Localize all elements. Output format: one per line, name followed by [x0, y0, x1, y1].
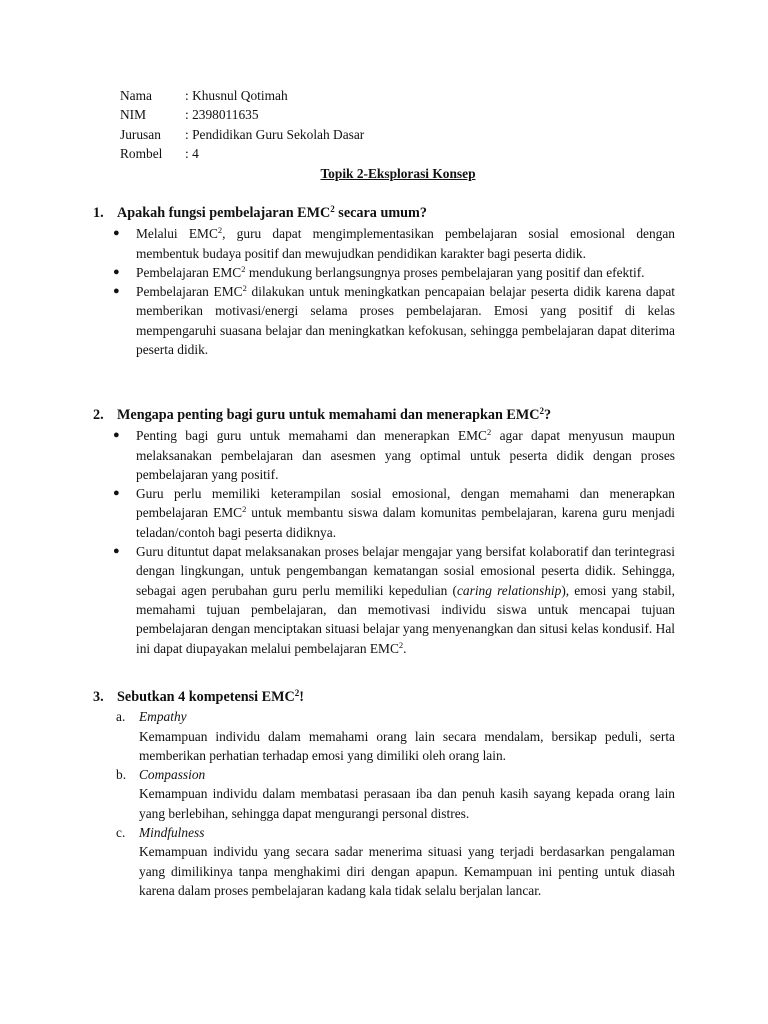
info-label: Rombel [120, 145, 163, 161]
info-row-nama [120, 86, 364, 105]
info-label: NIM [120, 107, 147, 123]
question-text [117, 204, 427, 223]
page-title: Topik 2-Eksplorasi Konsep [320, 166, 476, 181]
info-row-rombel [120, 144, 364, 163]
question-heading [93, 406, 675, 425]
question-2 [93, 406, 675, 658]
info-value: : 2398011635 [185, 107, 259, 123]
superscript: 2 [330, 204, 335, 214]
question-text-a: Apakah fungsi pembelajaran EMC [117, 205, 331, 221]
info-row-nim [120, 105, 364, 124]
competency-item [116, 707, 675, 726]
competency-item [116, 823, 675, 842]
question-text-b: secara umum? [334, 205, 427, 221]
bullet-item [113, 542, 675, 658]
question-number: 1. [93, 205, 104, 221]
competency-name: Mindfulness [139, 825, 205, 841]
info-value: : 4 [185, 145, 199, 161]
bullet-text: Pembelajaran EMC$^2$ mendukung berlangsungnya proses pembelajaran yang positif dan efektif. [136, 263, 645, 280]
competency-description: Kemampuan individu yang secara sadar menerima situasi yang terjadi berdasarkan pengalaman yang dimilikinya tanpa menghakimi diri dengan apapun. Kemampuan ini penting untuk diasah karena dalam proses pembelajaran kadang kala tidak selalu berjalan lancar. [139, 844, 675, 898]
info-value: : Pendidikan Guru Sekolah Dasar [185, 126, 365, 142]
question-heading [93, 204, 675, 223]
bullet-text: Guru dituntut dapat melaksanakan proses belajar mengajar yang bersifat kolaboratif dan terintegrasi dengan lingkungan, untuk pengembangan kematangan sosial emosional peserta didik. Sehingga, sebagai agen perubahan guru perlu memiliki kepedulian (caring relationship), emosi yang stabil, memahami tujuan pembelajaran, dan memotivasi individu siswa untuk mencapai tujuan pembelajaran dengan menciptakan situasi belajar yang menyenangkan dan situsi kelas kondusif. Hal ini dapat diupayakan melalui pembelajaran EMC$^2$. [136, 544, 675, 656]
bullet-icon: ● [113, 227, 120, 240]
bullet-item [113, 263, 675, 282]
bullet-text: Pembelajaran EMC$^2$ dilakukan untuk meningkatkan pencapaian belajar peserta didik karena dapat memberikan motivasi/energi selama proses pembelajaran. Emosi yang positif di kelas mempengaruhi suasana belajar dan meningkatkan kefokusan, sehingga pembelajaran dapat diterima peserta didik. [136, 283, 675, 358]
question-text: Mengapa penting bagi guru untuk memahami dan menerapkan EMC$^2$? [117, 406, 552, 423]
info-label: Jurusan [120, 126, 161, 142]
bullet-icon: ● [113, 545, 120, 558]
bullet-item [113, 224, 675, 263]
competency-item [116, 765, 675, 784]
competency-letter: c. [116, 825, 126, 841]
competency-letter: b. [116, 767, 127, 783]
question-3 [93, 688, 675, 900]
bullet-item [113, 282, 675, 359]
question-number: 2. [93, 407, 104, 423]
bullet-icon: ● [113, 487, 120, 500]
bullet-icon: ● [113, 265, 120, 278]
bullet-text: Melalui EMC$^2$, guru dapat mengimplementasikan pembelajaran sosial emosional dengan membentuk budaya positif dan mewujudkan pendidikan karakter bagi peserta didik. [136, 225, 675, 261]
competency-name: Empathy [139, 709, 187, 725]
info-row-jurusan [120, 125, 364, 144]
bullet-text: Guru perlu memiliki keterampilan sosial emosional, dengan memahami dan menerapkan pembelajaran EMC$^2$ untuk membantu siswa dalam komunitas pembelajaran, karena guru menjadi teladan/contoh bagi peserta didiknya. [136, 486, 676, 540]
info-label: Nama [120, 88, 152, 103]
competency-description: Kemampuan individu dalam memahami orang lain secara mendalam, bersikap peduli, serta memberikan perhatian terhadap emosi yang dimiliki oleh orang lain. [139, 728, 675, 763]
question-1 [93, 204, 675, 359]
info-value: : Khusnul Qotimah [185, 88, 288, 103]
student-info [120, 86, 364, 163]
bullet-icon: ● [113, 429, 120, 442]
bullet-item [113, 484, 675, 542]
competency-letter: a. [116, 709, 126, 725]
competency-name: Compassion [139, 767, 206, 783]
bullet-item [113, 426, 675, 484]
question-heading [93, 688, 675, 707]
bullet-icon: ● [113, 285, 120, 298]
question-number: 3. [93, 689, 104, 705]
question-text: Sebutkan 4 kompetensi EMC$^2$! [117, 688, 305, 705]
bullet-text: Penting bagi guru untuk memahami dan menerapkan EMC$^2$ agar dapat menyusun maupun melaksanakan pembelajaran dan asesmen yang optimal untuk peserta didik dengan proses pembelajaran yang positif. [136, 427, 675, 482]
competency-description: Kemampuan individu dalam membatasi perasaan iba dan penuh kasih sayang kepada orang lain yang berlebihan, sehingga dapat mengurangi personal distres. [139, 786, 675, 821]
